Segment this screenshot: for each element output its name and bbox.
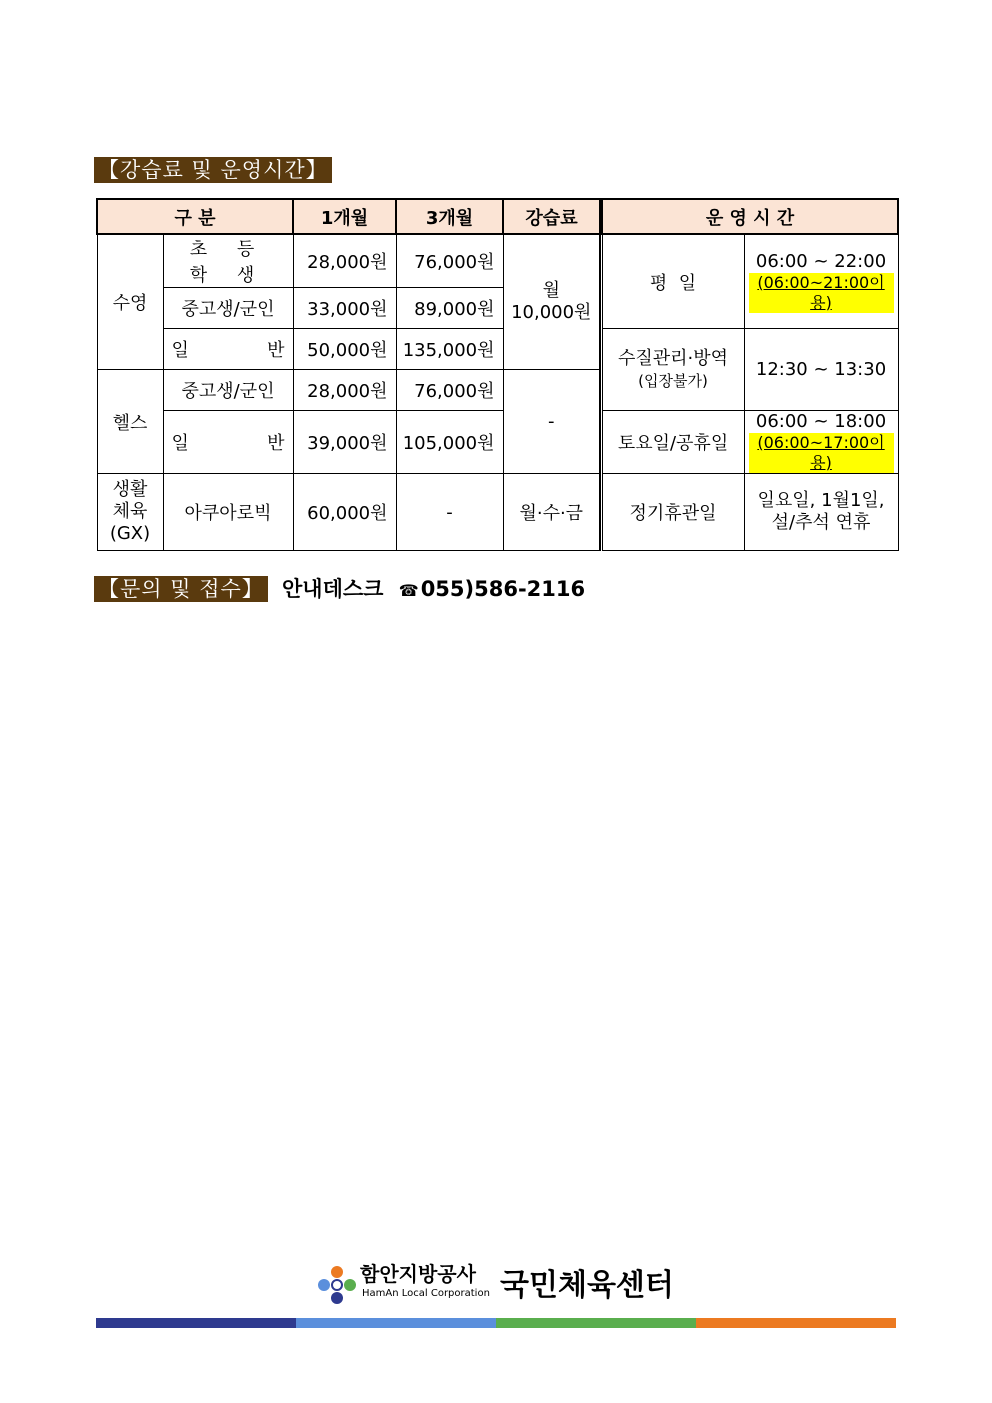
color-bar-segment [496,1318,696,1328]
fees-hours-table [96,198,899,551]
org-name-korean: 함안지방공사 [360,1262,476,1286]
hours-water-label: 수질관리·방역 (입장불가) [602,329,744,411]
category-health: 헬스 [97,370,163,474]
header-hours: 운 영 시 간 [602,199,898,234]
telephone-icon: ☎ [398,581,419,600]
footer-logo [316,1262,686,1310]
swim-lesson-fee: 월 10,000원 [503,234,600,370]
health-lesson-fee: - [503,370,600,474]
saturday-usage-note: (06:00~17:00이용) [749,433,894,473]
info-desk-label: 안내데스크 [282,577,384,601]
header-lesson-fee: 강습료 [503,199,600,234]
color-bar-segment [296,1318,496,1328]
swim-general-1m: 50,000원 [293,329,396,370]
swim-elementary-3m: 76,000원 [396,234,503,288]
health-general-1m: 39,000원 [293,411,396,474]
org-name-english: HamAn Local Corporation [362,1288,490,1299]
health-student-3m: 76,000원 [396,370,503,411]
health-student-1m: 28,000원 [293,370,396,411]
hours-closed-label: 정기휴관일 [602,474,744,551]
center-name: 국민체육센터 [500,1268,674,1303]
header-3month: 3개월 [396,199,503,234]
hours-weekday-time: 06:00 ~ 22:00 (06:00~21:00이용) [744,234,898,329]
swim-row-student: 중고생/군인 [163,288,293,329]
contact-info [282,576,585,604]
swim-student-3m: 89,000원 [396,288,503,329]
swim-elementary-1m: 28,000원 [293,234,396,288]
corporation-logo-icon [316,1264,358,1306]
header-1month: 1개월 [293,199,396,234]
swim-row-general: 일 반 [163,329,293,370]
category-gx: 생활 체육 (GX) [97,474,163,551]
color-bar-segment [696,1318,896,1328]
health-row-general: 일 반 [163,411,293,474]
hours-closed-days: 일요일, 1월1일, 설/추석 연휴 [744,474,898,551]
health-row-student: 중고생/군인 [163,370,293,411]
swim-student-1m: 33,000원 [293,288,396,329]
phone-number[interactable]: 055)586-2116 [420,577,586,601]
swim-row-elementary: 초 등 학 생 [163,234,293,288]
gx-lesson-fee: 월·수·금 [503,474,600,551]
hours-saturday-time: 06:00 ~ 18:00 (06:00~17:00이용) [744,411,898,474]
hours-water-time: 12:30 ~ 13:30 [744,329,898,411]
gx-aquarobic-3m: - [396,474,503,551]
gx-row-aquarobic: 아쿠아로빅 [163,474,293,551]
color-bar-segment [96,1318,296,1328]
hours-weekday-label: 평 일 [602,234,744,329]
weekday-usage-note: (06:00~21:00이용) [749,273,894,313]
gx-aquarobic-1m: 60,000원 [293,474,396,551]
section-title-inquiry: 【문의 및 접수】 [94,576,268,602]
section-title-fees: 【강습료 및 운영시간】 [94,157,332,183]
health-general-3m: 105,000원 [396,411,503,474]
category-swim: 수영 [97,234,163,370]
swim-general-3m: 135,000원 [396,329,503,370]
header-category: 구 분 [97,199,293,234]
hours-saturday-label: 토요일/공휴일 [602,411,744,474]
footer-color-bar [96,1318,896,1328]
